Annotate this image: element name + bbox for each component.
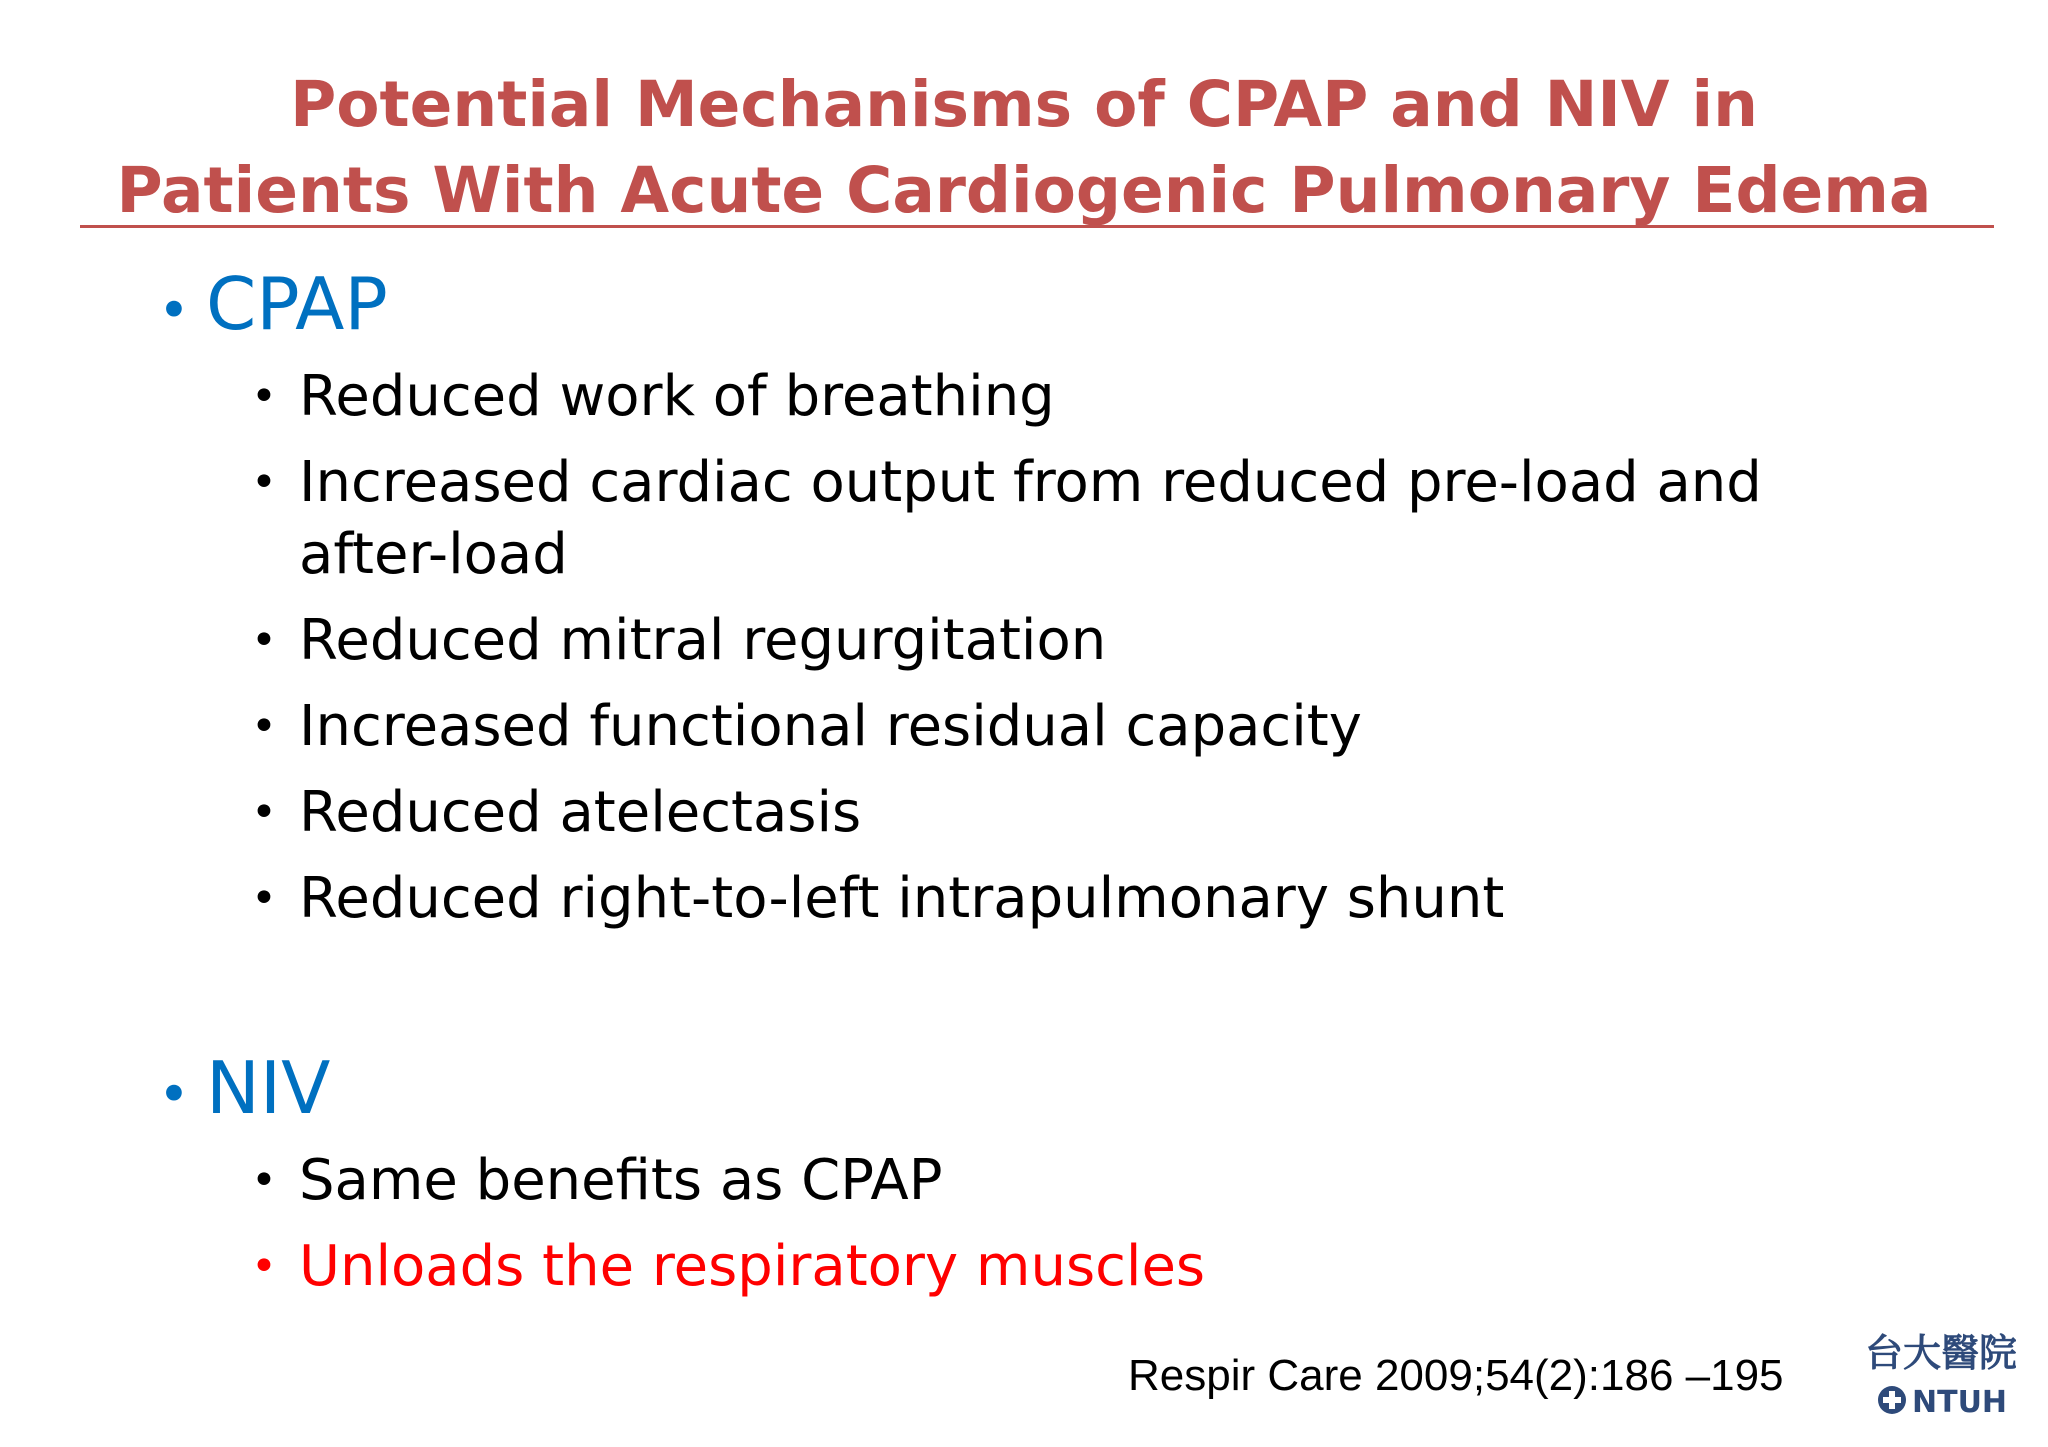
heading-text: CPAP (206, 262, 388, 346)
bullet-icon: • (251, 701, 277, 752)
list-item (158, 361, 1839, 433)
list-item (158, 1145, 1839, 1217)
niv-benefit-list (158, 1145, 1839, 1303)
list-item (158, 691, 1839, 763)
bullet-icon: • (251, 1241, 277, 1292)
bullet-icon: • (251, 457, 277, 508)
bullet-icon: • (158, 279, 190, 342)
list-item (158, 777, 1839, 849)
title-line-1: Potential Mechanisms of CPAP and NIV in (290, 68, 1758, 141)
title-line-2: Patients With Acute Cardiogenic Pulmonary Edema (116, 154, 1932, 227)
logo-latin-text: NTUH (1912, 1385, 2008, 1420)
list-item-text: Reduced atelectasis (299, 780, 862, 845)
list-item-text: Unloads the respiratory muscles (299, 1234, 1206, 1299)
list-item-text: Reduced right-to-left intrapulmonary shunt (299, 866, 1505, 931)
list-item-text: Reduced work of breathing (299, 364, 1055, 429)
ntuh-logo-graphic (1866, 1318, 2016, 1422)
slide-title (0, 62, 2048, 234)
section-cpap (158, 262, 1839, 935)
title-underline (80, 225, 1994, 228)
reference-citation: Respir Care 2009;54(2):186 –195 (1128, 1351, 1784, 1400)
section-niv (158, 1046, 1839, 1303)
list-item (158, 447, 1839, 591)
bullet-icon: • (158, 1063, 190, 1126)
ntuh-hospital-logo-icon (1866, 1318, 2016, 1422)
list-item-highlighted (158, 1231, 1839, 1303)
section-heading-cpap (158, 262, 1839, 353)
cpap-benefit-list (158, 361, 1839, 935)
list-item (158, 605, 1839, 677)
list-item (158, 863, 1839, 935)
list-item-text: Increased functional residual capacity (299, 694, 1362, 759)
list-item-text: Increased cardiac output from reduced pre-load and after-load (299, 450, 1762, 587)
list-item-text: Same benefits as CPAP (299, 1148, 943, 1213)
bullet-icon: • (251, 615, 277, 666)
bullet-icon: • (251, 371, 277, 422)
logo-chinese-text: 台大醫院 (1866, 1330, 2016, 1375)
bullet-icon: • (251, 1155, 277, 1206)
bullet-icon: • (251, 787, 277, 838)
logo-cross-vertical (1889, 1391, 1895, 1409)
section-heading-niv (158, 1046, 1839, 1137)
bullet-icon: • (251, 873, 277, 924)
list-item-text: Reduced mitral regurgitation (299, 608, 1107, 673)
heading-text: NIV (206, 1046, 331, 1130)
